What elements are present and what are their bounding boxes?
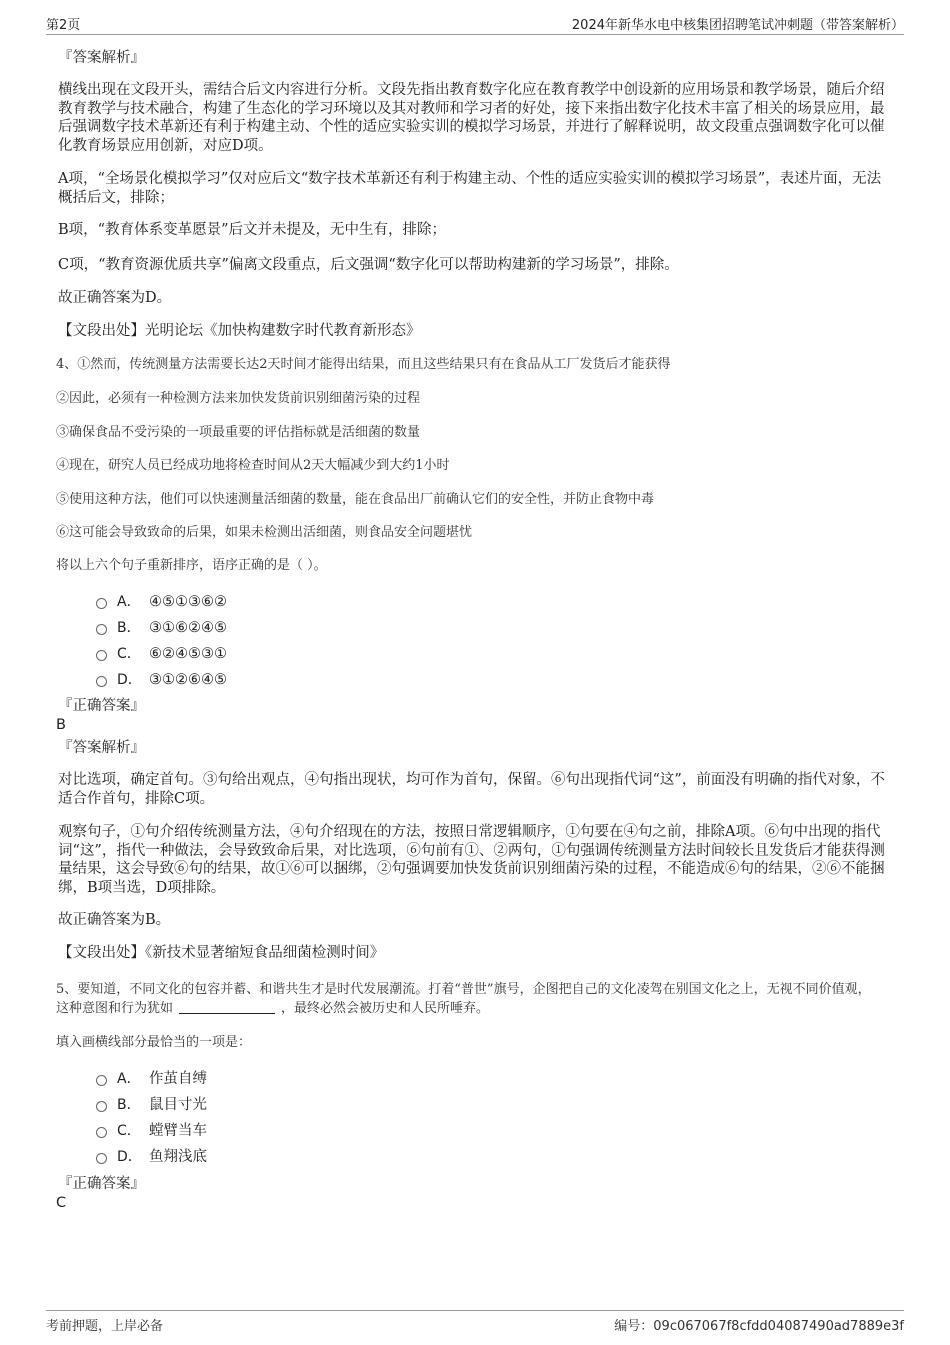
q4-analysis-label: 『答案解析』 <box>58 740 145 756</box>
fill-in-blank <box>179 1001 275 1014</box>
option-letter: A． <box>117 594 141 610</box>
footer-slogan: 考前押题，上岸必备 <box>46 1319 164 1334</box>
option-text: ③①②⑥④⑤ <box>149 672 227 688</box>
radio-button-icon[interactable] <box>96 1153 107 1164</box>
q3-analysis-label: 『答案解析』 <box>58 50 145 66</box>
radio-button-icon[interactable] <box>96 650 107 661</box>
q4-sentence-2: ②因此，必须有一种检测方法来加快发货前识别细菌污染的过程 <box>56 391 421 406</box>
radio-button-icon[interactable] <box>96 624 107 635</box>
radio-button-icon[interactable] <box>96 1075 107 1086</box>
q5-option-b[interactable] <box>96 1096 207 1114</box>
q3-analysis-option-c: C项，“教育资源优质共享”偏离文段重点，后文强调“数字化可以帮助构建新的学习场景”，排除。 <box>58 257 679 273</box>
q4-analysis-paragraph-1: 对比选项，确定首句。③句给出观点，④句指出现状，均可作为首句，保留。⑥句出现指代词“这”，前面没有明确的指代对象，不适合作首句，排除C项。 <box>58 772 885 807</box>
option-letter: D． <box>117 672 142 688</box>
q4-sentence-6: ⑥这可能会导致致命的后果，如果未检测出活细菌，则食品安全问题堪忧 <box>56 525 473 540</box>
option-text: ③①⑥②④⑤ <box>149 620 227 636</box>
q5-option-a[interactable] <box>96 1070 207 1088</box>
q3-analysis-option-a: A项，“全场景化模拟学习”仅对应后文“数字技术革新还有利于构建主动、个性的适应实验实训的模拟学习场景”，表述片面，无法概括后文，排除； <box>58 171 882 206</box>
code-label: 编号： <box>614 1319 654 1334</box>
q5-stem-line-2 <box>56 1000 896 1017</box>
q4-answer: B <box>56 717 66 733</box>
q4-sentence-4: ④现在，研究人员已经成功地将检查时间从2天大幅减少到大约1小时 <box>56 458 450 473</box>
q4-option-a[interactable] <box>96 593 227 611</box>
option-letter: D． <box>117 1149 142 1165</box>
q4-sentence-5: ⑤使用这种方法，他们可以快速测量活细菌的数量，能在食品出厂前确认它们的安全性，并防止食物中毒 <box>56 492 655 507</box>
q4-option-d[interactable] <box>96 671 227 689</box>
radio-button-icon[interactable] <box>96 676 107 687</box>
q3-analysis-option-b: B项，“教育体系变革愿景”后文并未提及，无中生有，排除； <box>58 222 446 238</box>
option-letter: C． <box>117 646 141 662</box>
q5-option-c[interactable] <box>96 1122 207 1140</box>
option-letter: C． <box>117 1123 141 1139</box>
q4-prompt: 将以上六个句子重新排序，语序正确的是（ ）。 <box>56 558 327 573</box>
document-code <box>614 1315 904 1334</box>
q4-answer-label: 『正确答案』 <box>58 698 145 714</box>
q3-analysis-paragraph: 横线出现在文段开头，需结合后文内容进行分析。文段先指出教育数字化应在教育教学中创设新的应用场景和教学场景，随后介绍教育教学与技术融合，构建了生态化的学习环境以及其对教师和学习者的好处，接下来指出数字化技术丰富了相关的场景应用，最后强调数字技术革新还有利于构建主动、个性的适应实验实训的模拟学习场景，并进行了解释说明，故文段重点强调数字化可以催化教育场景应用创新，对应D项。 <box>58 82 885 154</box>
q4-analysis-paragraph-2: 观察句子，①句介绍传统测量方法，④句介绍现在的方法，按照日常逻辑顺序，①句要在④句之前，排除A项。⑥句中出现的指代词“这”，指代一种做法，会导致致命后果，对比选项，⑥句前有①、②两句，①句强调传统测量方法时间较长且发货后才能获得测量结果，这会导致⑥句的结果，故①⑥可以捆绑，②句强调要加快发货前识别细菌污染的过程，不能造成⑥句的结果，②⑥不能捆绑，B项当选，D项排除。 <box>58 824 885 896</box>
page-number: 第2页 <box>46 18 81 33</box>
q5-stem-before-blank: 这种意图和行为犹如 <box>56 1001 174 1016</box>
radio-button-icon[interactable] <box>96 598 107 609</box>
option-text: 鼠目寸光 <box>149 1097 207 1113</box>
document-title: 2024年新华水电中核集团招聘笔试冲刺题（带答案解析） <box>571 18 904 33</box>
q5-stem-line-1: 5、要知道，不同文化的包容并蓄、和谐共生才是时代发展潮流。打着“普世”旗号，企图把自己的文化凌驾在别国文化之上，无视不同价值观， <box>56 982 871 997</box>
q4-sentence-3: ③确保食品不受污染的一项最重要的评估指标就是活细菌的数量 <box>56 425 421 440</box>
q3-source: 【文段出处】光明论坛《加快构建数字时代教育新形态》 <box>58 323 421 339</box>
q4-option-c[interactable] <box>96 645 227 663</box>
q5-answer-label: 『正确答案』 <box>58 1176 145 1192</box>
radio-button-icon[interactable] <box>96 1127 107 1138</box>
option-text: 鱼翔浅底 <box>149 1149 207 1165</box>
option-text: ⑥②④⑤③① <box>149 646 227 662</box>
q5-stem-after-blank: ，最终必然会被历史和人民所唾弃。 <box>281 1001 490 1016</box>
code-value: 09c067067f8cfdd04087490ad7889e3f <box>653 1319 904 1334</box>
q5-prompt: 填入画横线部分最恰当的一项是： <box>56 1035 252 1050</box>
option-letter: B． <box>117 620 141 636</box>
q4-conclusion: 故正确答案为B。 <box>58 912 171 928</box>
q4-option-b[interactable] <box>96 619 227 637</box>
option-letter: B． <box>117 1097 141 1113</box>
option-text: 螳臂当车 <box>149 1123 207 1139</box>
q3-conclusion: 故正确答案为D。 <box>58 290 172 306</box>
radio-button-icon[interactable] <box>96 1101 107 1112</box>
page-header <box>46 14 904 35</box>
page-footer <box>46 1310 904 1335</box>
q5-option-d[interactable] <box>96 1148 207 1166</box>
option-letter: A． <box>117 1071 141 1087</box>
option-text: ④⑤①③⑥② <box>149 594 227 610</box>
option-text: 作茧自缚 <box>149 1071 207 1087</box>
q5-answer: C <box>56 1195 67 1211</box>
q4-source: 【文段出处】《新技术显著缩短食品细菌检测时间》 <box>58 945 385 961</box>
q4-stem: 4、①然而，传统测量方法需要长达2天时间才能得出结果，而且这些结果只有在食品从工厂发货后才能获得 <box>56 357 671 372</box>
